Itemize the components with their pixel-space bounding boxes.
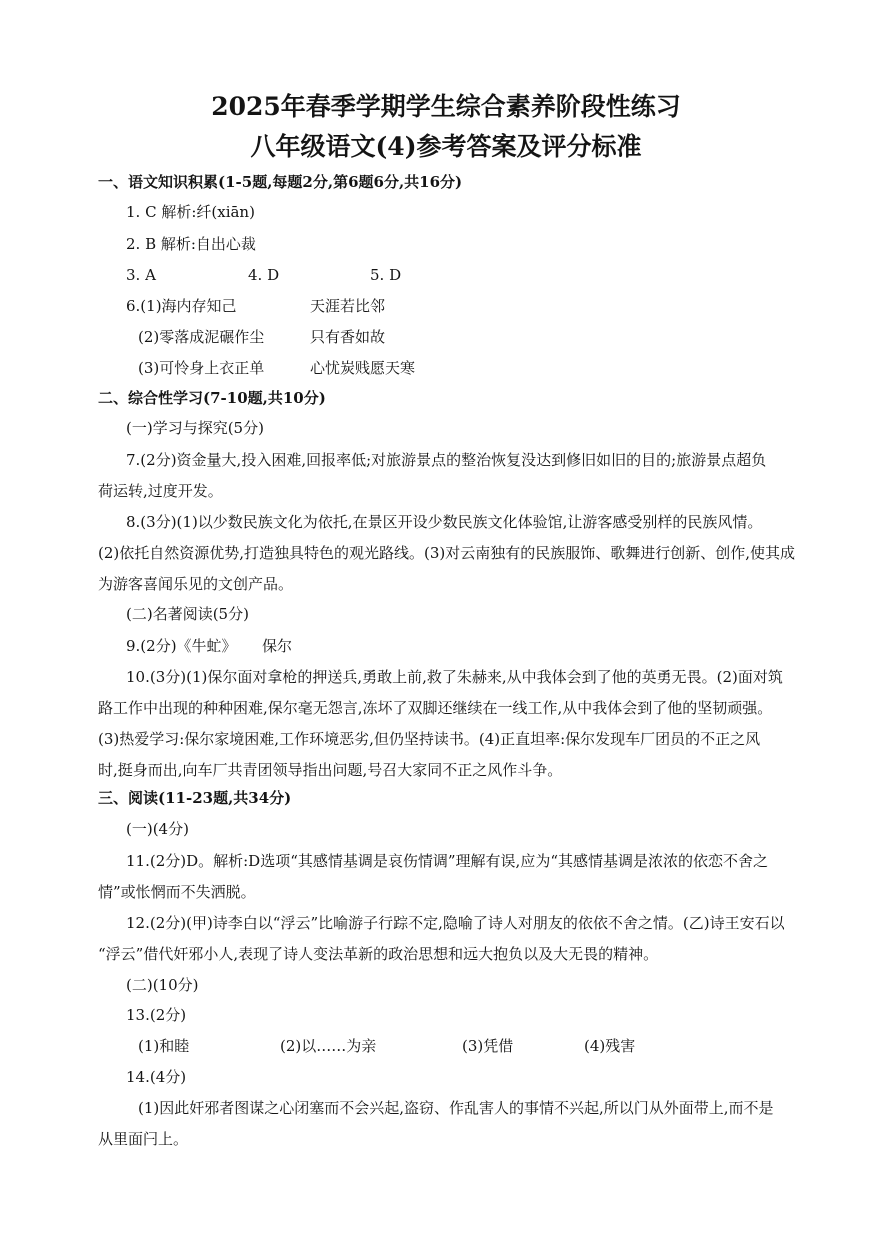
answer-q4: 4. D	[248, 266, 280, 284]
answer-q7-line1: 7.(2分)资金量大,投入困难,回报率低;对旅游景点的整治恢复没达到修旧如旧的目的;旅游景点超负	[126, 451, 767, 469]
answer-q14-line1: (1)因此奸邪者图谋之心闭塞而不会兴起,盗窃、作乱害人的事情不兴起,所以门从外面带上,而不是	[138, 1099, 774, 1117]
answer-q2: 2. B 解析:自出心裁	[126, 235, 256, 253]
subsection-reading-2: (二)(10分)	[126, 976, 199, 994]
subsection-reading-1: (一)(4分)	[126, 820, 189, 838]
answer-q5: 5. D	[370, 266, 402, 284]
subsection-study: (一)学习与探究(5分)	[126, 419, 264, 437]
document-subtitle: 八年级语文(4)参考答案及评分标准	[250, 132, 642, 161]
answer-q13-2: (2)以……为亲	[280, 1037, 377, 1055]
answer-q13-3: (3)凭借	[462, 1037, 514, 1055]
answer-q6-1b: 天涯若比邻	[310, 297, 386, 315]
answer-q13-1: (1)和睦	[138, 1037, 190, 1055]
answer-q9-person: 保尔	[262, 637, 293, 655]
answer-q14-line2: 从里面闩上。	[98, 1130, 189, 1148]
answer-q6-2b: 只有香如故	[310, 328, 386, 346]
answer-q12-line1: 12.(2分)(甲)诗李白以“浮云”比喻游子行踪不定,隐喻了诗人对朋友的依依不舍之情。(乙)诗王安石以	[126, 914, 785, 932]
answer-q10-line4: 时,挺身而出,向车厂共青团领导指出问题,号召大家同不正之风作斗争。	[98, 761, 563, 779]
answer-q8-line3: 为游客喜闻乐见的文创产品。	[98, 575, 294, 593]
answer-q8-line2: (2)依托自然资源优势,打造独具特色的观光路线。(3)对云南独有的民族服饰、歌舞进行创新、创作,使其成	[98, 544, 796, 562]
answer-q11-line1: 11.(2分)D。解析:D选项“其感情基调是哀伤情调”理解有误,应为“其感情基调是浓浓的依恋不舍之	[126, 852, 768, 870]
section-heading-reading: 三、阅读(11-23题,共34分)	[98, 789, 292, 807]
answer-q14-label: 14.(4分)	[126, 1068, 187, 1086]
answer-q6-2a: (2)零落成泥碾作尘	[138, 328, 265, 346]
answer-q6-3a: (3)可怜身上衣正单	[138, 359, 265, 377]
answer-q10-line2: 路工作中出现的种种困难,保尔毫无怨言,冻坏了双脚还继续在一线工作,从中我体会到了他的坚韧顽强。	[98, 699, 773, 717]
answer-q10-line1: 10.(3分)(1)保尔面对拿枪的押送兵,勇敢上前,救了朱赫来,从中我体会到了他的英勇无畏。(2)面对筑	[126, 668, 783, 686]
answer-q10-line3: (3)热爱学习:保尔家境困难,工作环境恶劣,但仍坚持读书。(4)正直坦率:保尔发现车厂团员的不正之风	[98, 730, 761, 748]
answer-q1: 1. C 解析:纤(xiān)	[126, 203, 255, 221]
answer-q11-line2: 情”或怅惘而不失洒脱。	[98, 883, 256, 901]
answer-q3: 3. A	[126, 266, 156, 284]
answer-q12-line2: “浮云”借代奸邪小人,表现了诗人变法革新的政治思想和远大抱负以及大无畏的精神。	[98, 945, 659, 963]
answer-q9-book: 9.(2分)《牛虻》	[126, 637, 237, 655]
section-heading-integrated: 二、综合性学习(7-10题,共10分)	[98, 389, 326, 407]
section-heading-knowledge: 一、语文知识积累(1-5题,每题2分,第6题6分,共16分)	[98, 173, 463, 191]
document-title: 2025年春季学期学生综合素养阶段性练习	[211, 92, 681, 121]
answer-q7-line2: 荷运转,过度开发。	[98, 482, 223, 500]
answer-q6-3b: 心忧炭贱愿天寒	[310, 359, 416, 377]
answer-q8-line1: 8.(3分)(1)以少数民族文化为依托,在景区开设少数民族文化体验馆,让游客感受别样的民族风情。	[126, 513, 763, 531]
answer-q6-1a: 6.(1)海内存知己	[126, 297, 237, 315]
answer-q13-label: 13.(2分)	[126, 1006, 187, 1024]
subsection-classics: (二)名著阅读(5分)	[126, 605, 249, 623]
answer-q13-4: (4)残害	[584, 1037, 636, 1055]
